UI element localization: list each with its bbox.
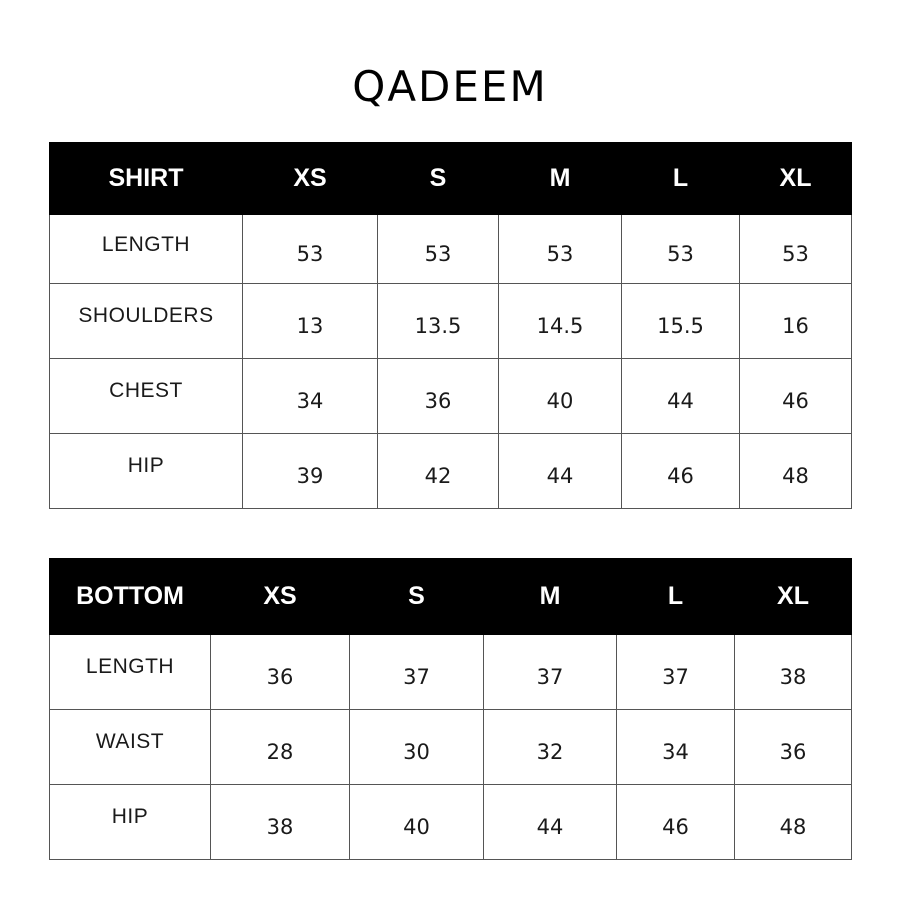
bottom-row-waist [50,710,852,785]
row-label: HIP [50,434,243,509]
cell-value: 38 [211,785,350,860]
cell-value: 48 [735,785,852,860]
cell-value: 40 [499,359,622,434]
row-label: LENGTH [50,215,243,284]
cell-value: 13 [243,284,378,359]
cell-value: 40 [350,785,484,860]
shirt-header-row [50,143,852,215]
cell-value: 44 [484,785,617,860]
cell-value: 30 [350,710,484,785]
cell-value: 36 [378,359,499,434]
bottom-row-hip [50,785,852,860]
cell-value: 38 [735,635,852,710]
cell-value: 13.5 [378,284,499,359]
shirt-header-s: S [378,143,499,215]
cell-value: 46 [622,434,740,509]
bottom-header-m: M [484,559,617,635]
row-label: SHOULDERS [50,284,243,359]
row-label: LENGTH [50,635,211,710]
bottom-header-garment: BOTTOM [50,559,211,635]
bottom-header-row [50,559,852,635]
shirt-row-length [50,215,852,284]
shirt-row-hip [50,434,852,509]
brand-title: QADEEM [352,62,548,111]
bottom-header-l: L [617,559,735,635]
cell-value: 37 [350,635,484,710]
cell-value: 53 [622,215,740,284]
cell-value: 14.5 [499,284,622,359]
cell-value: 53 [740,215,852,284]
cell-value: 53 [378,215,499,284]
cell-value: 42 [378,434,499,509]
cell-value: 28 [211,710,350,785]
shirt-row-chest [50,359,852,434]
shirt-header-l: L [622,143,740,215]
shirt-header-xl: XL [740,143,852,215]
cell-value: 44 [499,434,622,509]
cell-value: 16 [740,284,852,359]
cell-value: 53 [499,215,622,284]
cell-value: 37 [617,635,735,710]
cell-value: 32 [484,710,617,785]
row-label: CHEST [50,359,243,434]
cell-value: 53 [243,215,378,284]
bottom-header-s: S [350,559,484,635]
cell-value: 46 [617,785,735,860]
shirt-size-table [49,142,852,509]
row-label: HIP [50,785,211,860]
bottom-size-table [49,558,852,860]
cell-value: 34 [243,359,378,434]
shirt-header-garment: SHIRT [50,143,243,215]
shirt-row-shoulders [50,284,852,359]
cell-value: 37 [484,635,617,710]
cell-value: 36 [211,635,350,710]
bottom-header-xl: XL [735,559,852,635]
cell-value: 39 [243,434,378,509]
bottom-header-xs: XS [211,559,350,635]
shirt-header-m: M [499,143,622,215]
cell-value: 36 [735,710,852,785]
cell-value: 44 [622,359,740,434]
cell-value: 34 [617,710,735,785]
cell-value: 46 [740,359,852,434]
shirt-header-xs: XS [243,143,378,215]
cell-value: 15.5 [622,284,740,359]
row-label: WAIST [50,710,211,785]
cell-value: 48 [740,434,852,509]
bottom-row-length [50,635,852,710]
